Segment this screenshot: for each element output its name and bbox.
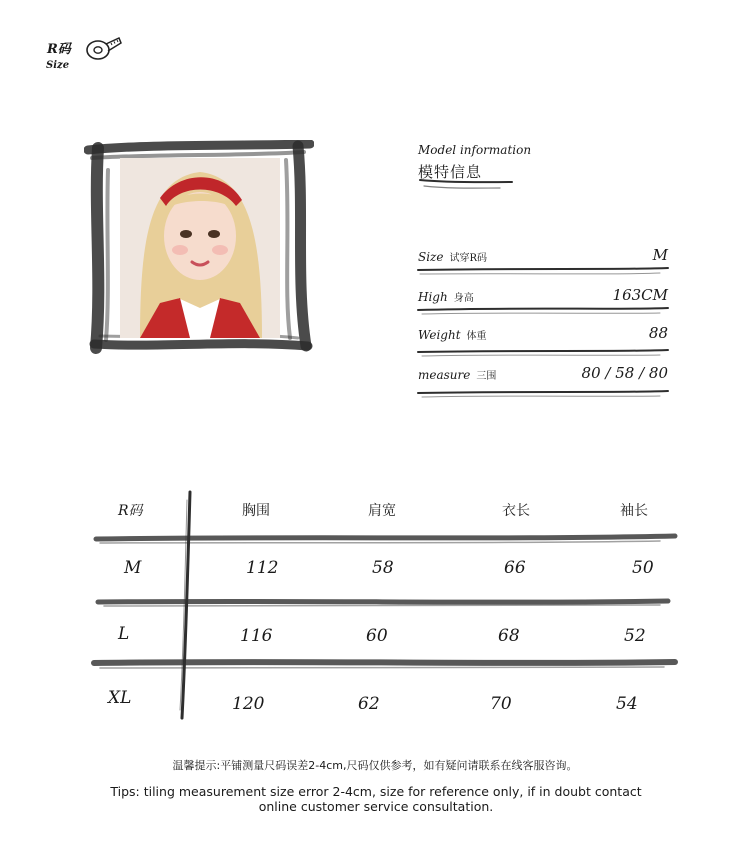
- row-label: Size: [418, 250, 444, 264]
- row-label-cn: 三围: [476, 371, 497, 382]
- table-header-sleeve: 袖长: [620, 503, 648, 519]
- row-value: 163CM: [612, 286, 668, 304]
- row-label-cn: 身高: [453, 293, 474, 304]
- size-heading-en: Size: [46, 60, 70, 71]
- table-cell: 52: [624, 626, 646, 646]
- row-label-cn: 体重: [466, 331, 487, 342]
- tips-chinese: 温馨提示:平铺测量尺码误差2-4cm,尺码仅供参考，如有疑问请联系在线客服咨询。: [172, 759, 578, 772]
- table-cell: 62: [358, 694, 380, 714]
- row-label: High: [418, 290, 448, 304]
- model-info-title: Model information: [418, 143, 532, 157]
- table-header-shoulder: 肩宽: [368, 503, 396, 519]
- size-heading-cn: R码: [47, 42, 71, 57]
- row-label-cn: 试穿R码: [449, 253, 488, 264]
- table-header-length: 衣长: [502, 503, 530, 519]
- table-cell: 66: [504, 558, 526, 578]
- table-cell: 116: [240, 626, 273, 646]
- table-cell: 68: [498, 626, 520, 646]
- table-cell: 50: [632, 558, 654, 578]
- tips-english: Tips: tiling measurement size error 2-4cm, size for reference only, if in doubt contact online customer service consultation.: [110, 784, 642, 814]
- table-cell-size: L: [118, 624, 130, 644]
- table-cell: 112: [246, 558, 279, 578]
- model-info-subtitle: 模特信息: [418, 163, 483, 181]
- row-label: measure: [418, 368, 471, 382]
- table-cell: 60: [366, 626, 388, 646]
- row-value: 80 / 58 / 80: [581, 364, 668, 382]
- table-cell: 120: [232, 694, 265, 714]
- table-cell: 58: [372, 558, 394, 578]
- table-cell: 70: [490, 694, 512, 714]
- table-cell-size: XL: [108, 688, 132, 708]
- table-cell: 54: [616, 694, 638, 714]
- row-label: Weight: [418, 328, 461, 342]
- row-value: 88: [648, 324, 668, 342]
- row-value: M: [652, 246, 668, 264]
- table-header-chest: 胸围: [242, 503, 270, 519]
- table-header-size: R码: [118, 503, 143, 519]
- table-cell-size: M: [124, 558, 142, 578]
